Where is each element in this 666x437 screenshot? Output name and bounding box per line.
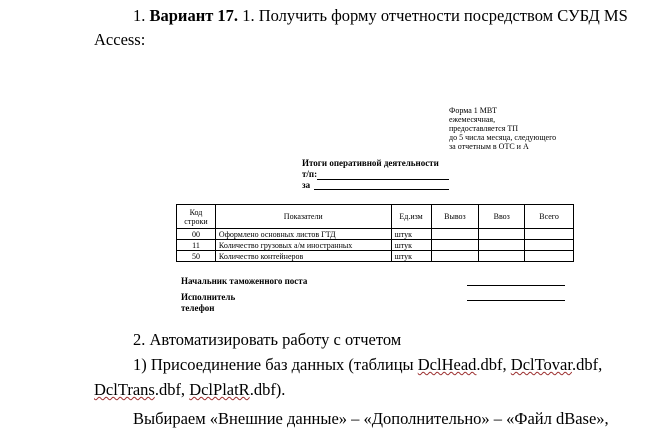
form-title: Итоги оперативной деятельности	[302, 158, 439, 168]
paragraph-2: 2. Автоматизировать работу с отчетом	[133, 330, 402, 349]
paragraph-1-line-1	[133, 6, 628, 26]
form-note-line: за отчетным в ОТС и А	[449, 142, 529, 151]
table-row	[177, 251, 574, 262]
executor-label: Исполнитель	[181, 292, 236, 302]
row-export	[431, 240, 479, 251]
tp-label: т/п:	[302, 169, 318, 179]
form-note-line: Форма 1 МВТ	[449, 106, 497, 115]
file-ext: .dbf).	[249, 380, 286, 399]
column-header: Всего	[525, 205, 574, 229]
row-indicator: Количество грузовых а/м иностранных	[215, 240, 391, 251]
attach-text: 1) Присоединение баз данных (таблицы	[133, 355, 418, 374]
item-number: 1.	[133, 6, 150, 25]
row-import	[479, 251, 525, 262]
file-name: DclHead	[417, 355, 477, 374]
column-header: Вывоз	[431, 205, 479, 229]
column-header: Показатели	[215, 205, 391, 229]
file-name: DclPlatR	[189, 380, 250, 399]
report-table	[176, 204, 574, 262]
file-ext: .dbf,	[476, 355, 511, 374]
row-unit: штук	[391, 240, 431, 251]
variant-label: Вариант 17.	[149, 6, 239, 25]
paragraph-4: Выбираем «Внешние данные» – «Дополнительно» – «Файл dBase»,	[133, 409, 609, 428]
chief-label: Начальник таможенного поста	[181, 276, 308, 286]
row-total	[525, 240, 574, 251]
column-header: Ввоз	[479, 205, 525, 229]
row-export	[431, 229, 479, 240]
row-unit: штук	[391, 251, 431, 262]
table-header-row	[177, 205, 574, 229]
row-import	[479, 240, 525, 251]
table-row	[177, 240, 574, 251]
paragraph-1-line-2: Access:	[94, 30, 146, 49]
executor-signature-line	[467, 300, 565, 301]
tp-blank-line	[317, 179, 449, 180]
period-blank-line	[314, 189, 449, 190]
column-header: Ед.изм	[391, 205, 431, 229]
paragraph-3-line-1	[133, 355, 602, 375]
row-total	[525, 229, 574, 240]
form-note-line: до 5 числа месяца, следующего	[449, 133, 557, 142]
row-indicator: Количество контейнеров	[215, 251, 391, 262]
column-header: Код строки	[177, 205, 216, 229]
file-ext: .dbf,	[154, 380, 190, 399]
file-name: DclTrans	[94, 380, 155, 399]
task-text: 1. Получить форму отчетности посредством СУБД MS	[238, 6, 628, 25]
row-code: 50	[177, 251, 216, 262]
form-note-line: предоставляется ТП	[449, 124, 519, 133]
row-unit: штук	[391, 229, 431, 240]
row-code: 00	[177, 229, 216, 240]
table-row	[177, 229, 574, 240]
file-ext: .dbf,	[571, 355, 603, 374]
period-label: за	[302, 180, 311, 190]
row-code: 11	[177, 240, 216, 251]
form-note-line: ежемесячная,	[449, 115, 496, 124]
chief-signature-line	[467, 285, 565, 286]
row-export	[431, 251, 479, 262]
phone-label: телефон	[181, 303, 215, 313]
row-indicator: Оформлено основных листов ГТД	[215, 229, 391, 240]
paragraph-3-line-2	[94, 380, 285, 400]
row-import	[479, 229, 525, 240]
row-total	[525, 251, 574, 262]
file-name: DclTovar	[510, 355, 572, 374]
